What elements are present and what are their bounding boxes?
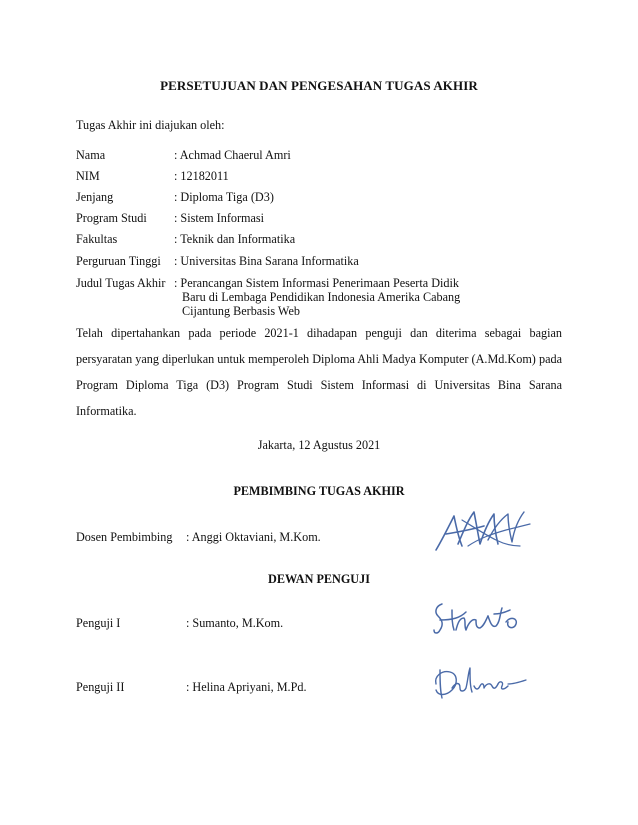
document-title: PERSETUJUAN DAN PENGESAHAN TUGAS AKHIR (160, 78, 478, 93)
intro-text: Tugas Akhir ini diajukan oleh: (76, 118, 225, 132)
penguji-2-value: : Helina Apriyani, M.Pd. (186, 680, 307, 694)
signature-pembimbing (428, 500, 538, 560)
field-label-fakultas: Fakultas (76, 232, 118, 246)
field-value-judul: : Perancangan Sistem Informasi Penerimaan Peserta Didik (174, 276, 459, 290)
penguji-1-label: Penguji I (76, 616, 121, 630)
place-date: Jakarta, 12 Agustus 2021 (257, 438, 381, 452)
field-label-judul: Judul Tugas Akhir (76, 276, 166, 290)
field-label-nim: NIM (76, 169, 100, 183)
dosen-pembimbing-value: : Anggi Oktaviani, M.Kom. (186, 530, 321, 544)
field-value-judul-line-2: Baru di Lembaga Pendidikan Indonesia Amerika Cabang (182, 290, 461, 304)
field-value-nama: : Achmad Chaerul Amri (174, 148, 291, 162)
field-value-nim: : 12182011 (174, 169, 229, 183)
field-label-program-studi: Program Studi (76, 211, 147, 225)
penguji-2-label: Penguji II (76, 680, 125, 694)
field-value-jenjang: : Diploma Tiga (D3) (174, 190, 274, 204)
field-value-fakultas: : Teknik dan Informatika (174, 232, 296, 246)
signature-penguji-2 (430, 660, 530, 704)
penguji-1-value: : Sumanto, M.Kom. (186, 616, 284, 630)
field-value-program-studi: : Sistem Informasi (174, 211, 265, 225)
dosen-pembimbing-label: Dosen Pembimbing (76, 530, 173, 544)
approval-paragraph: Telah dipertahankan pada periode 2021-1 dihadapan penguji dan diterima sebagai bagian persyaratan yang diperlukan untuk memperoleh Diploma Ahli Madya Komputer (A.Md.Kom) pada Program Diploma Tiga (D3) Program Studi Sistem Informasi di Universitas Bina Sarana Informatika. (76, 326, 562, 418)
field-label-jenjang: Jenjang (76, 190, 114, 204)
signature-penguji-1 (430, 596, 525, 640)
field-label-nama: Nama (76, 148, 106, 162)
pembimbing-heading: PEMBIMBING TUGAS AKHIR (233, 484, 405, 498)
field-label-perguruan-tinggi: Perguruan Tinggi (76, 254, 161, 268)
penguji-heading: DEWAN PENGUJI (268, 572, 370, 586)
field-value-judul-line-3: Cijantung Berbasis Web (182, 304, 300, 318)
field-value-perguruan-tinggi: : Universitas Bina Sarana Informatika (174, 254, 359, 268)
